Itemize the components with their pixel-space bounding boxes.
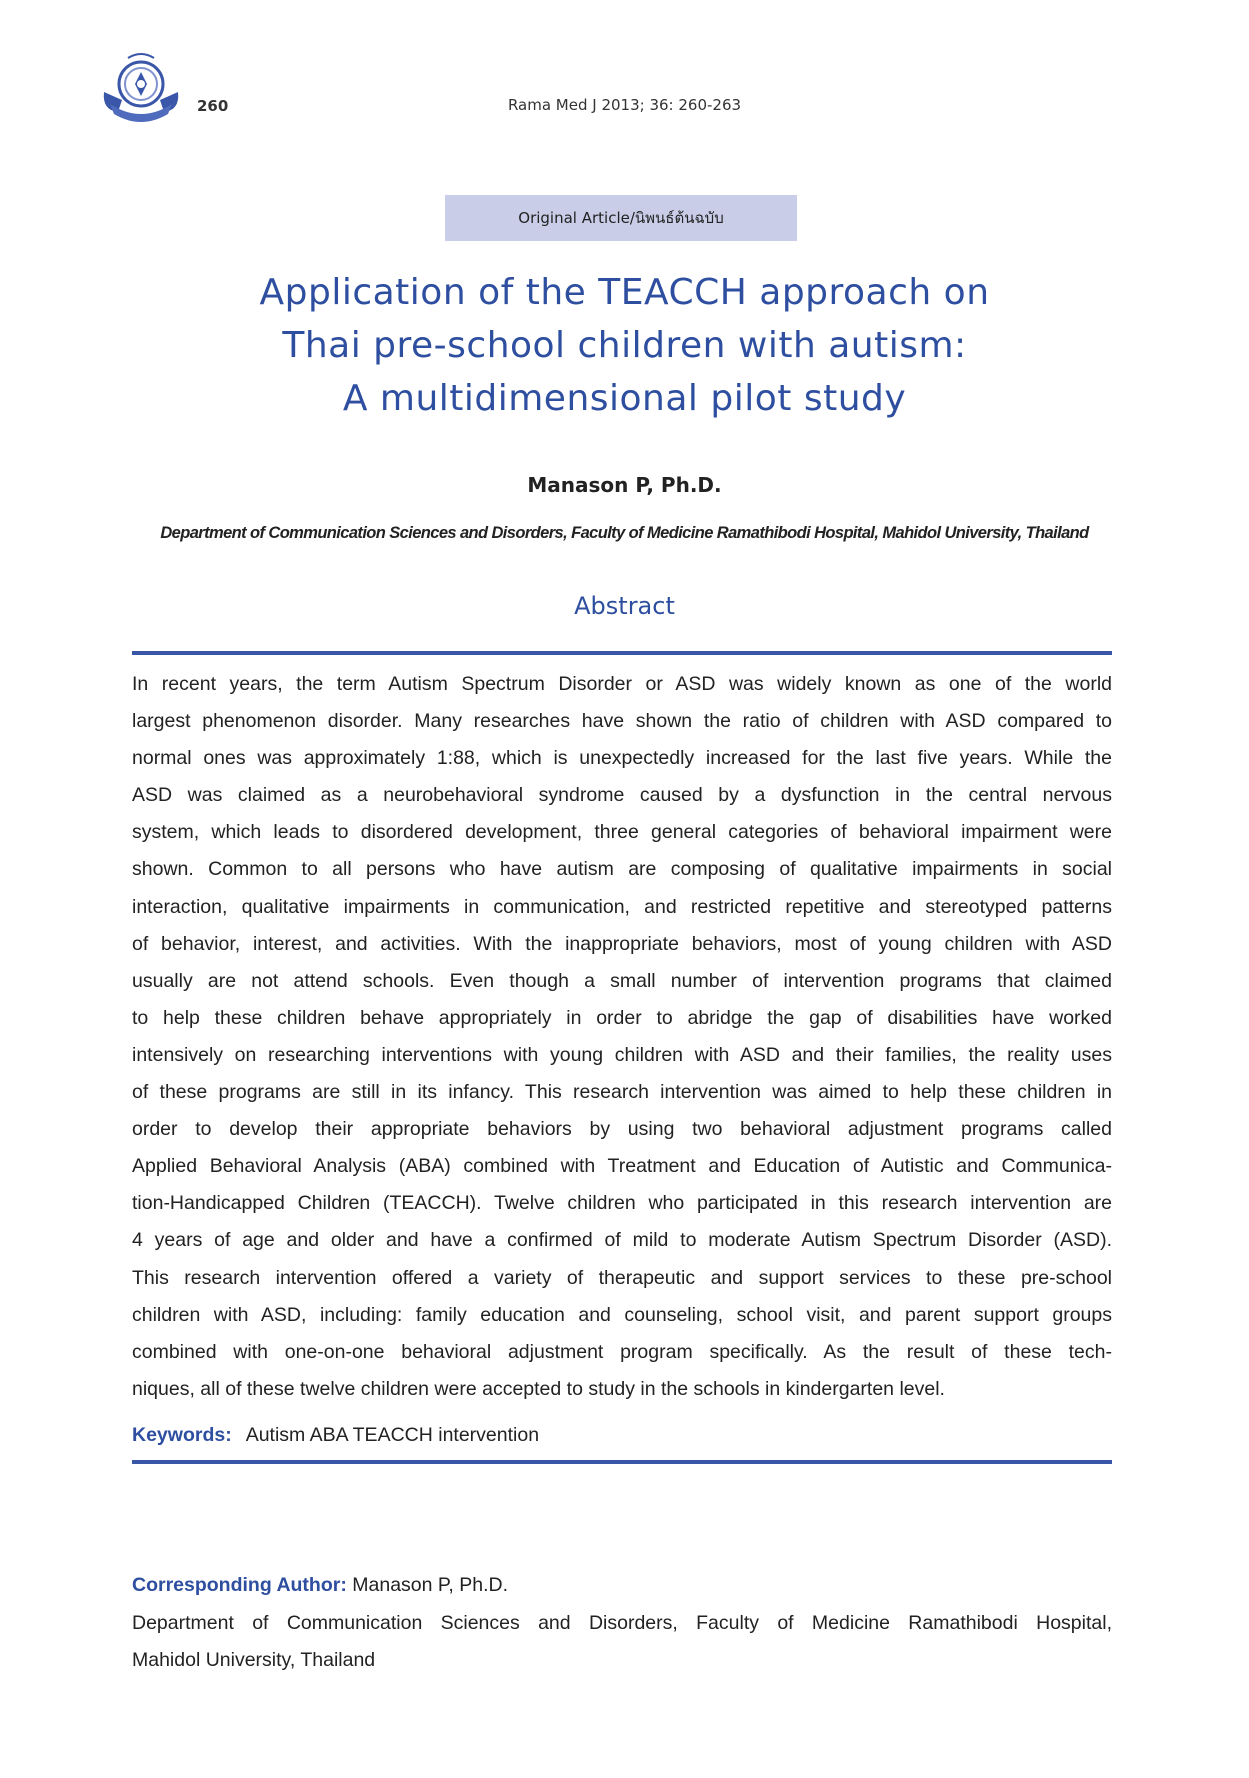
- abstract-line: Applied Behavioral Analysis (ABA) combined with Treatment and Education of Autistic and Communica-: [132, 1155, 1112, 1178]
- abstract-line: In recent years, the term Autism Spectrum Disorder or ASD was widely known as one of the world: [132, 673, 1112, 695]
- author-name: Manason P, Ph.D.: [527, 473, 722, 497]
- abstract-line: shown. Common to all persons who have autism are composing of qualitative impairments in social: [132, 858, 1112, 881]
- page-number: 260: [197, 97, 229, 115]
- abstract-line: system, which leads to disordered development, three general categories of behavioral impairment were: [132, 821, 1112, 844]
- abstract-line: niques, all of these twelve children were accepted to study in the schools in kindergarten level.: [132, 1377, 945, 1400]
- abstract-line: children with ASD, including: family education and counseling, school visit, and parent support groups: [132, 1303, 1112, 1326]
- abstract-line: combined with one-on-one behavioral adjustment program specifically. As the result of these tech-: [132, 1340, 1112, 1363]
- corresponding-address-line: Mahidol University, Thailand: [132, 1649, 376, 1671]
- abstract-line: 4 years of age and older and have a confirmed of mild to moderate Autism Spectrum Disorder (ASD).: [132, 1229, 1112, 1252]
- title-line: A multidimensional pilot study: [342, 378, 907, 419]
- corresponding-author-name: Manason P, Ph.D.: [352, 1574, 508, 1596]
- abstract-line: interaction, qualitative impairments in communication, and restricted repetitive and stereotyped patterns: [132, 895, 1112, 918]
- article-type-text: Original Article/นิพนธ์ต้นฉบับ: [518, 209, 724, 227]
- keywords-value: Autism ABA TEACCH intervention: [245, 1424, 540, 1446]
- abstract-line: normal ones was approximately 1:88, which is unexpectedly increased for the last five years. While the: [132, 747, 1112, 770]
- corresponding-author-line: [132, 1567, 1112, 1605]
- abstract-line: to help these children behave appropriately in order to abridge the gap of disabilities have worked: [132, 1006, 1112, 1029]
- article-type-label: [445, 195, 797, 241]
- corresponding-address-line: Department of Communication Sciences and Disorders, Faculty of Medicine Ramathibodi Hospital,: [132, 1611, 1112, 1634]
- author-affiliation: Department of Communication Sciences and Disorders, Faculty of Medicine Ramathibodi Hospital, Mahidol University, Thailand: [160, 524, 1089, 542]
- corresponding-author-label: Corresponding Author:: [132, 1574, 347, 1596]
- corresponding-author-block: [132, 1567, 1112, 1680]
- abstract-line: This research intervention offered a variety of therapeutic and support services to these pre-school: [132, 1266, 1112, 1289]
- keywords-label: Keywords:: [132, 1424, 232, 1446]
- journal-citation: Rama Med J 2013; 36: 260-263: [507, 96, 742, 114]
- abstract-line: of behavior, interest, and activities. With the inappropriate behaviors, most of young children with ASD: [132, 932, 1112, 955]
- abstract-line: ASD was claimed as a neurobehavioral syndrome caused by a dysfunction in the central nervous: [132, 784, 1112, 807]
- abstract-line: tion-Handicapped Children (TEACCH). Twelve children who participated in this research intervention are: [132, 1192, 1112, 1215]
- abstract-line: intensively on researching interventions with young children with ASD and their families, the reality uses: [132, 1043, 1112, 1066]
- article-title: [60, 266, 1189, 425]
- abstract-line: of these programs are still in its infancy. This research intervention was aimed to help these children in: [132, 1081, 1112, 1104]
- title-line: Thai pre-school children with autism:: [282, 325, 967, 366]
- keywords: [132, 1424, 539, 1447]
- abstract-body: [132, 666, 1112, 1408]
- abstract-heading: Abstract: [574, 592, 675, 620]
- abstract-top-rule: [132, 651, 1112, 655]
- abstract-line: usually are not attend schools. Even though a small number of intervention programs that claimed: [132, 969, 1112, 992]
- abstract-bottom-rule: [132, 1460, 1112, 1464]
- title-line: Application of the TEACCH approach on: [259, 272, 990, 313]
- abstract-line: largest phenomenon disorder. Many researches have shown the ratio of children with ASD compared to: [132, 710, 1112, 733]
- abstract-line: order to develop their appropriate behaviors by using two behavioral adjustment programs called: [132, 1118, 1112, 1141]
